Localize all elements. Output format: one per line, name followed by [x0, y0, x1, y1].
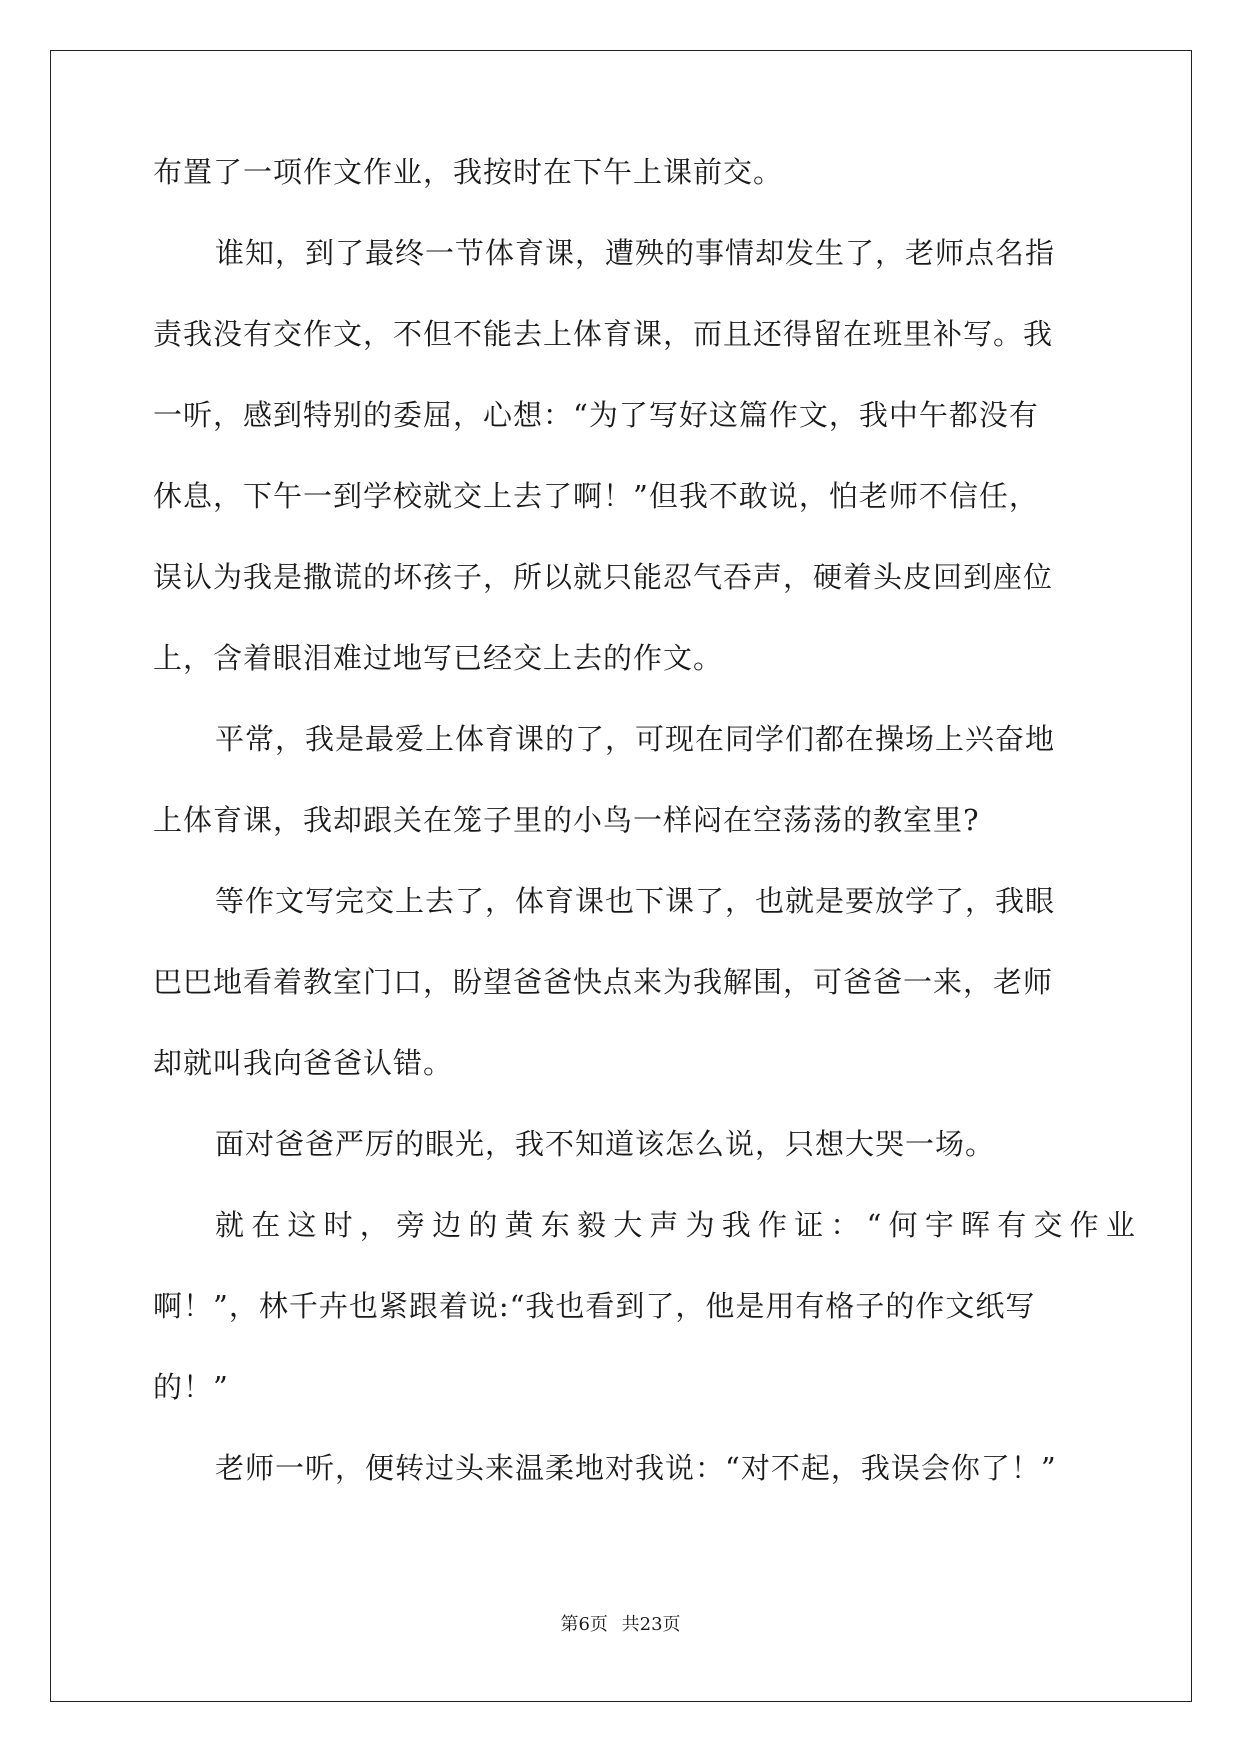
text-line: 面对爸爸严厉的眼光，我不知道该怎么说，只想大哭一场。	[215, 1127, 996, 1161]
text-line: 责我没有交作文，不但不能去上体育课，而且还得留在班里补写。我	[153, 317, 1054, 351]
text-line: 却就叫我向爸爸认错。	[153, 1046, 454, 1080]
text-line: 等作文写完交上去了，体育课也下课了，也就是要放学了，我眼	[215, 884, 1056, 918]
text-line: 谁知，到了最终一节体育课，遭殃的事情却发生了，老师点名指	[215, 236, 1056, 270]
text-line: 上体育课，我却跟关在笼子里的小鸟一样闷在空荡荡的教室里?	[153, 803, 980, 837]
text-line: 的！”	[153, 1370, 229, 1404]
page-number: 第6页	[560, 1614, 608, 1635]
page-footer	[0, 1610, 1241, 1636]
total-pages: 共23页	[621, 1614, 681, 1635]
text-line: 误认为我是撒谎的坏孩子，所以就只能忍气吞声，硬着头皮回到座位	[153, 560, 1054, 594]
text-line: 平常，我是最爱上体育课的了，可现在同学们都在操场上兴奋地	[215, 722, 1056, 756]
text-line: 上，含着眼泪难过地写已经交上去的作文。	[153, 641, 724, 675]
text-line: 就在这时，旁边的黄东毅大声为我作证：“何宇晖有交作业	[215, 1208, 1143, 1242]
text-line: 啊！”，林千卉也紧跟着说:“我也看到了，他是用有格子的作文纸写	[153, 1289, 1036, 1323]
document-body	[153, 150, 1143, 1527]
text-line: 休息，下午一到学校就交上去了啊！”但我不敢说，怕老师不信任，	[153, 479, 1039, 513]
text-line: 一听，感到特别的委屈，心想：“为了写好这篇作文，我中午都没有	[153, 398, 1039, 432]
text-line: 布置了一项作文作业，我按时在下午上课前交。	[153, 155, 784, 189]
text-line: 巴巴地看着教室门口，盼望爸爸快点来为我解围，可爸爸一来，老师	[153, 965, 1054, 999]
text-line: 老师一听，便转过头来温柔地对我说：“对不起，我误会你了！”	[215, 1451, 1057, 1485]
